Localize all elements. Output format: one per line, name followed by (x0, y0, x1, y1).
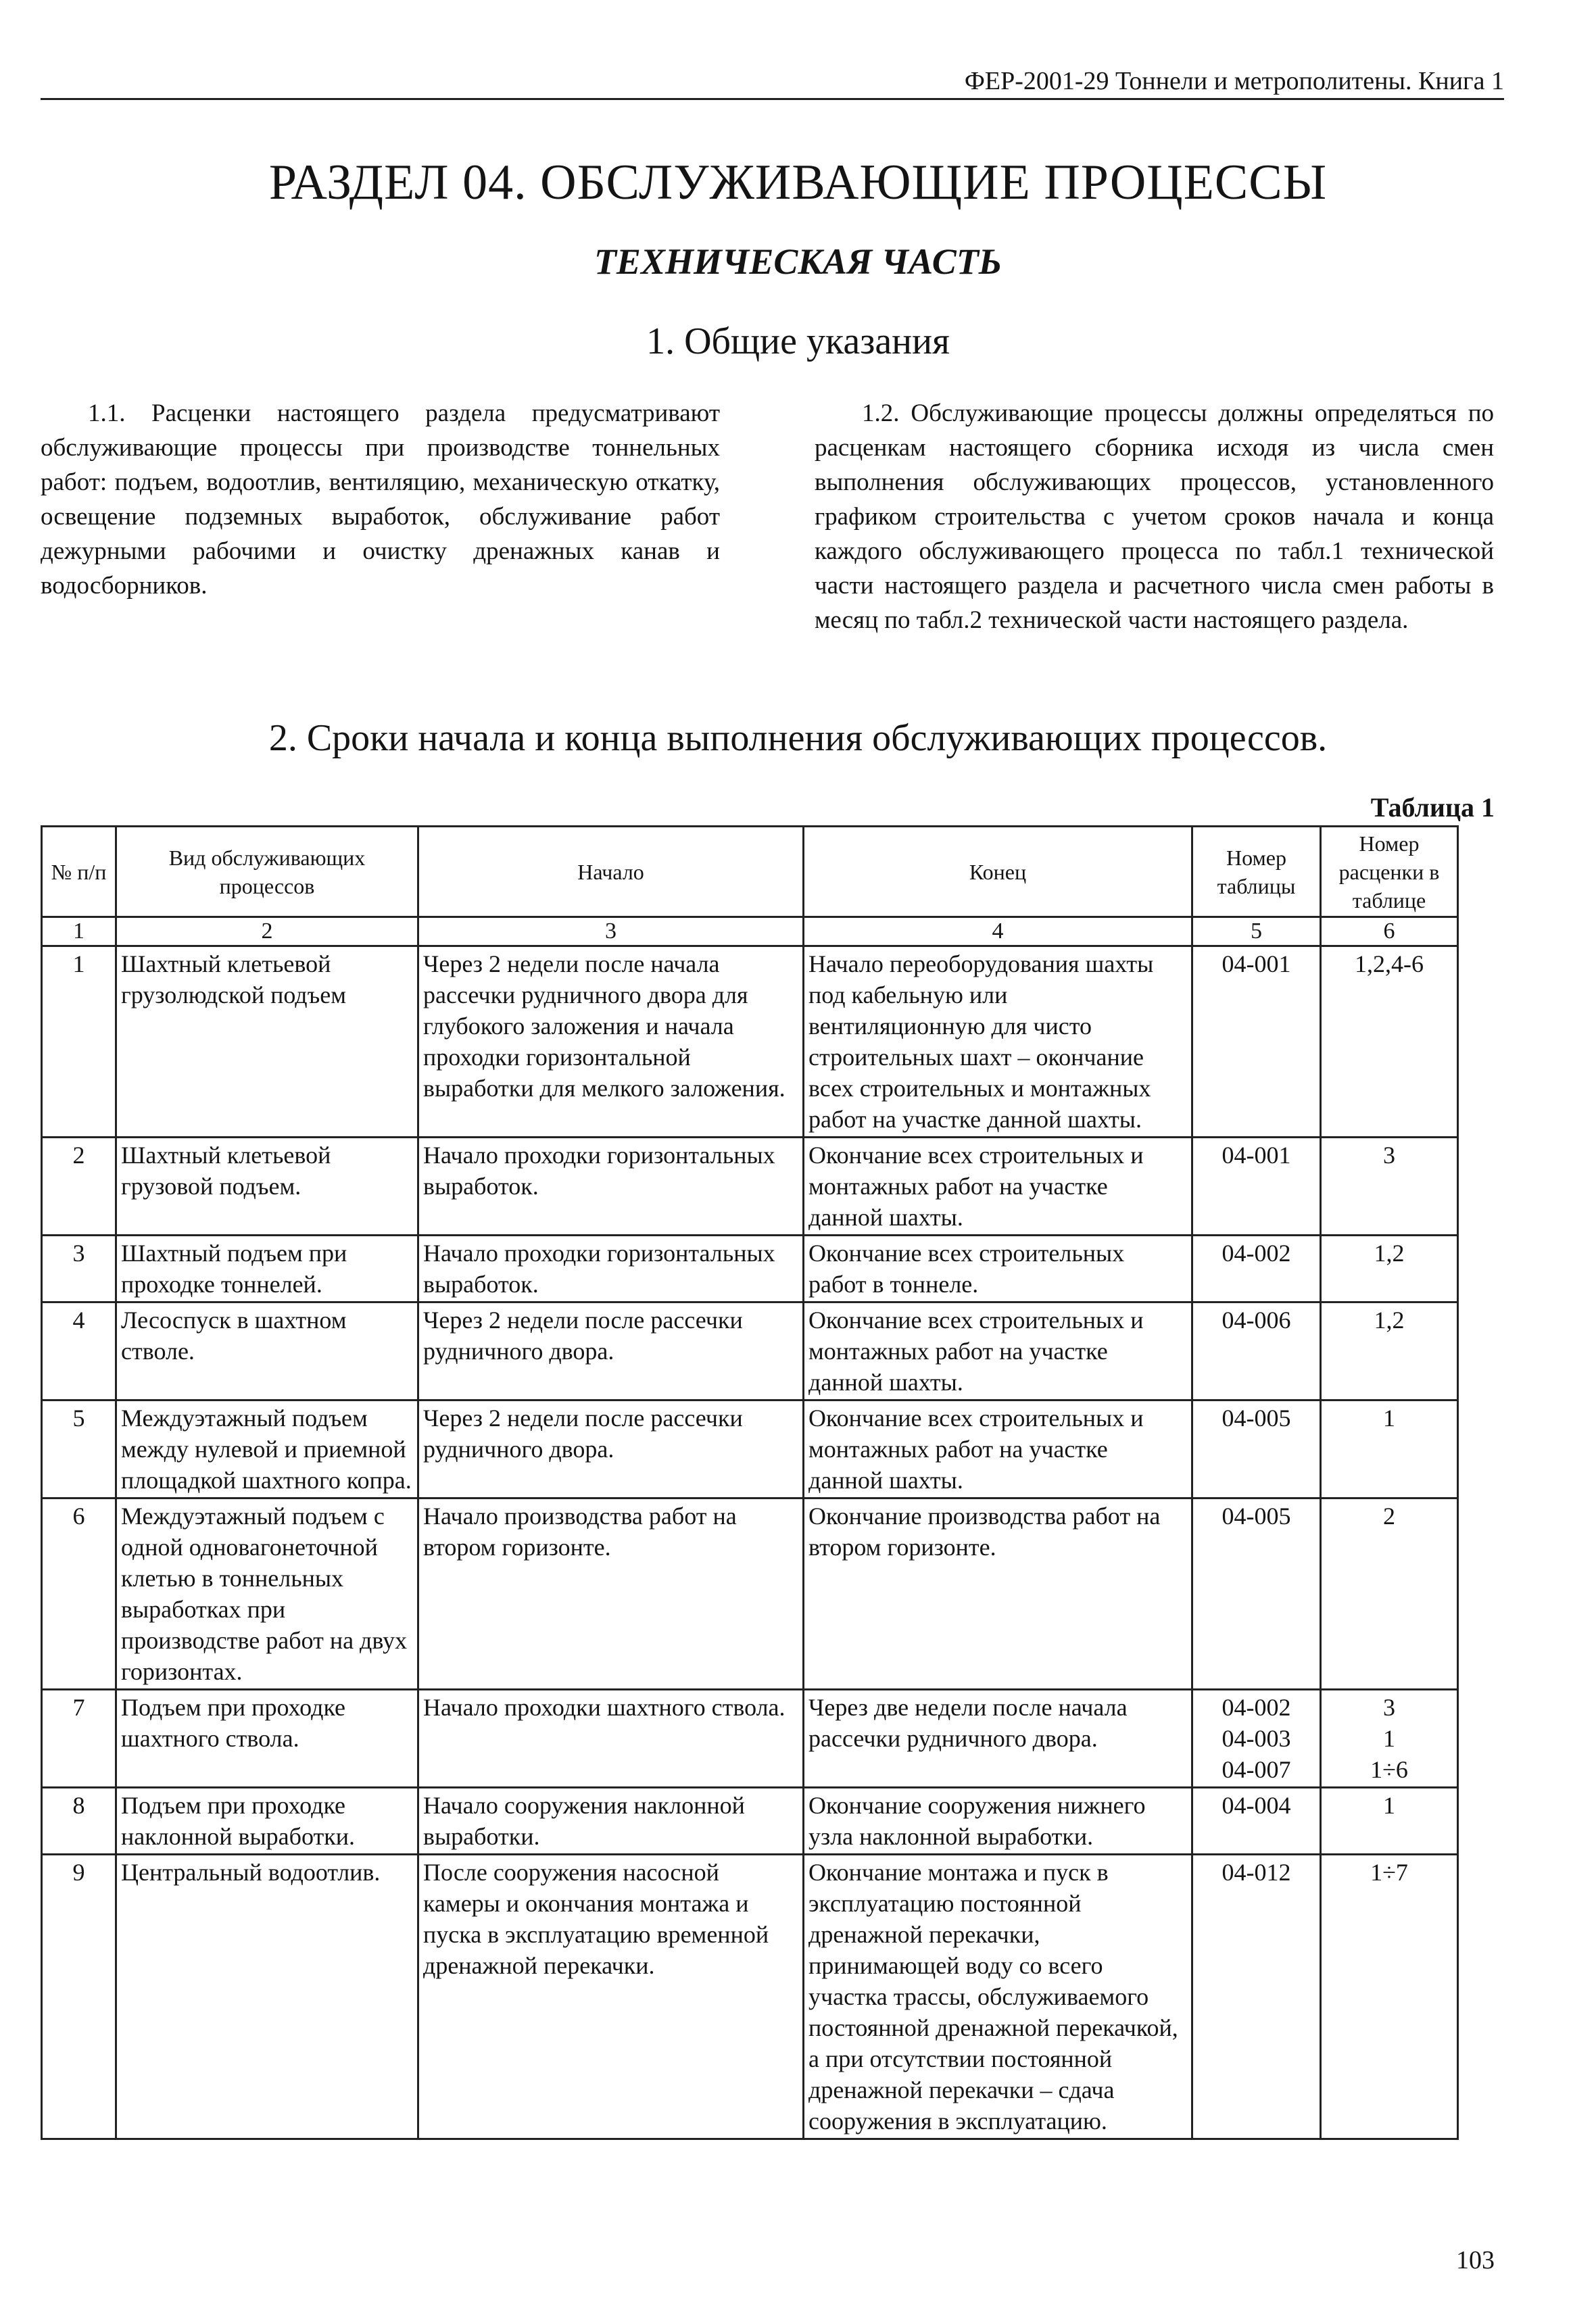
rate-number-cell: 1,2,4-6 (1321, 946, 1458, 1138)
end-cell: Через две недели после начала рассечки рудничного двора. (804, 1690, 1192, 1788)
table-number-cell: 04-002 04-003 04-007 (1192, 1690, 1321, 1788)
running-header: ФЕР-2001-29 Тоннели и метрополитены. Книга 1 (964, 67, 1504, 95)
table-row (42, 946, 1458, 1138)
column-number-row (42, 917, 1458, 946)
rate-number-cell: 1,2 (1321, 1236, 1458, 1302)
start-cell: Начало проходки шахтного ствола. (418, 1690, 804, 1788)
col-header-start: Начало (418, 827, 804, 917)
process-kind-cell: Шахтный клетьевой грузовой подъем. (116, 1138, 418, 1236)
process-kind-cell: Междуэтажный подъем между нулевой и приемной площадкой шахтного копра. (116, 1400, 418, 1498)
col-header-end: Конец (804, 827, 1192, 917)
rate-number-cell: 2 (1321, 1498, 1458, 1690)
table-row (42, 1302, 1458, 1400)
subsection-general-title: 1. Общие указания (646, 320, 950, 362)
start-cell: Через 2 недели после начала рассечки рудничного двора для глубокого заложения и начала проходки горизонтальной выработки для мелкого заложения. (418, 946, 804, 1138)
rate-number-cell: 1 (1321, 1788, 1458, 1855)
end-cell: Окончание всех строительных работ в тоннеле. (804, 1236, 1192, 1302)
rate-number-cell: 3 1 1÷6 (1321, 1690, 1458, 1788)
table-number-cell: 04-004 (1192, 1788, 1321, 1855)
process-kind-cell: Лесоспуск в шахтном стволе. (116, 1302, 418, 1400)
part-title: ТЕХНИЧЕСКАЯ ЧАСТЬ (594, 241, 1002, 282)
row-number-cell: 4 (42, 1302, 116, 1400)
subsection-timing-title: 2. Сроки начала и конца выполнения обслуживающих процессов. (268, 717, 1328, 759)
process-kind-cell: Шахтный клетьевой грузолюдской подъем (116, 946, 418, 1138)
section-title: РАЗДЕЛ 04. ОБСЛУЖИВАЮЩИЕ ПРОЦЕССЫ (268, 155, 1328, 210)
row-number-cell: 5 (42, 1400, 116, 1498)
table-row (42, 1138, 1458, 1236)
start-cell: Начало производства работ на втором горизонте. (418, 1498, 804, 1690)
row-number-cell: 3 (42, 1236, 116, 1302)
end-cell: Окончание сооружения нижнего узла наклонной выработки. (804, 1788, 1192, 1855)
row-number-cell: 1 (42, 946, 116, 1138)
table-label: Таблица 1 (1370, 792, 1495, 823)
start-cell: Через 2 недели после рассечки рудничного двора. (418, 1400, 804, 1498)
table-number-cell: 04-012 (1192, 1855, 1321, 2139)
column-number: 1 (42, 917, 116, 946)
start-cell: Начало проходки горизонтальных выработок. (418, 1138, 804, 1236)
rate-number-cell: 1,2 (1321, 1302, 1458, 1400)
table-number-cell: 04-002 (1192, 1236, 1321, 1302)
table-number-cell: 04-001 (1192, 946, 1321, 1138)
column-number: 2 (116, 917, 418, 946)
col-header-rate-number: Номер расценки в таблице (1321, 827, 1458, 917)
process-kind-cell: Подъем при проходке шахтного ствола. (116, 1690, 418, 1788)
table-number-cell: 04-005 (1192, 1498, 1321, 1690)
end-cell: Окончание всех строительных и монтажных работ на участке данной шахты. (804, 1400, 1192, 1498)
header-rule (41, 98, 1504, 100)
process-kind-cell: Подъем при проходке наклонной выработки. (116, 1788, 418, 1855)
column-number: 4 (804, 917, 1192, 946)
table-row (42, 1400, 1458, 1498)
col-header-process-kind: Вид обслуживающих процессов (116, 827, 418, 917)
table-row (42, 1690, 1458, 1788)
start-cell: Начало проходки горизонтальных выработок. (418, 1236, 804, 1302)
paragraph-1-2: 1.2. Обслуживающие процессы должны определяться по расценкам настоящего сборника исходя из числа смен выполнения обслуживающих процессов, установленного графиком строительства с учетом сроков начала и конца каждого обслуживающего процесса по табл.1 технической части настоящего раздела и расчетного числа смен работы в месяц по табл.2 технической части настоящего раздела. (815, 399, 1494, 634)
table-number-cell: 04-006 (1192, 1302, 1321, 1400)
rate-number-cell: 1÷7 (1321, 1855, 1458, 2139)
process-kind-cell: Шахтный подъем при проходке тоннелей. (116, 1236, 418, 1302)
start-cell: Через 2 недели после рассечки рудничного двора. (418, 1302, 804, 1400)
service-processes-table (41, 825, 1459, 2140)
paragraph-1-1: 1.1. Расценки настоящего раздела предусматривают обслуживающие процессы при производстве тоннельных работ: подъем, водоотлив, вентиляцию, механическую откатку, освещение подземных выработок, обслуживание работ дежурными рабочими и очистку дренажных канав и водосборников. (41, 399, 720, 600)
table-row (42, 1788, 1458, 1855)
table-number-cell: 04-001 (1192, 1138, 1321, 1236)
column-number: 5 (1192, 917, 1321, 946)
rate-number-cell: 1 (1321, 1400, 1458, 1498)
table-header-row (42, 827, 1458, 917)
column-number: 3 (418, 917, 804, 946)
rate-number-cell: 3 (1321, 1138, 1458, 1236)
end-cell: Окончание монтажа и пуск в эксплуатацию постоянной дренажной перекачки, принимающей воду со всего участка трассы, обслуживаемого постоянной дренажной перекачкой, а при отсутствии постоянной дренажной перекачки – сдача сооружения в эксплуатацию. (804, 1855, 1192, 2139)
col-header-number: № п/п (42, 827, 116, 917)
col-header-table-number: Номер таблицы (1192, 827, 1321, 917)
table-row (42, 1236, 1458, 1302)
row-number-cell: 2 (42, 1138, 116, 1236)
start-cell: Начало сооружения наклонной выработки. (418, 1788, 804, 1855)
row-number-cell: 8 (42, 1788, 116, 1855)
table-row (42, 1498, 1458, 1690)
table-row (42, 1855, 1458, 2139)
row-number-cell: 6 (42, 1498, 116, 1690)
end-cell: Окончание всех строительных и монтажных работ на участке данной шахты. (804, 1138, 1192, 1236)
end-cell: Начало переоборудования шахты под кабельную или вентиляционную для чисто строительных шахт – окончание всех строительных и монтажных работ на участке данной шахты. (804, 946, 1192, 1138)
end-cell: Окончание производства работ на втором горизонте. (804, 1498, 1192, 1690)
process-kind-cell: Центральный водоотлив. (116, 1855, 418, 2139)
row-number-cell: 7 (42, 1690, 116, 1788)
page-number: 103 (1456, 2246, 1495, 2274)
table-number-cell: 04-005 (1192, 1400, 1321, 1498)
column-number: 6 (1321, 917, 1458, 946)
end-cell: Окончание всех строительных и монтажных работ на участке данной шахты. (804, 1302, 1192, 1400)
process-kind-cell: Междуэтажный подъем с одной одновагонеточной клетью в тоннельных выработках при производстве работ на двух горизонтах. (116, 1498, 418, 1690)
row-number-cell: 9 (42, 1855, 116, 2139)
start-cell: После сооружения насосной камеры и окончания монтажа и пуска в эксплуатацию временной дренажной перекачки. (418, 1855, 804, 2139)
